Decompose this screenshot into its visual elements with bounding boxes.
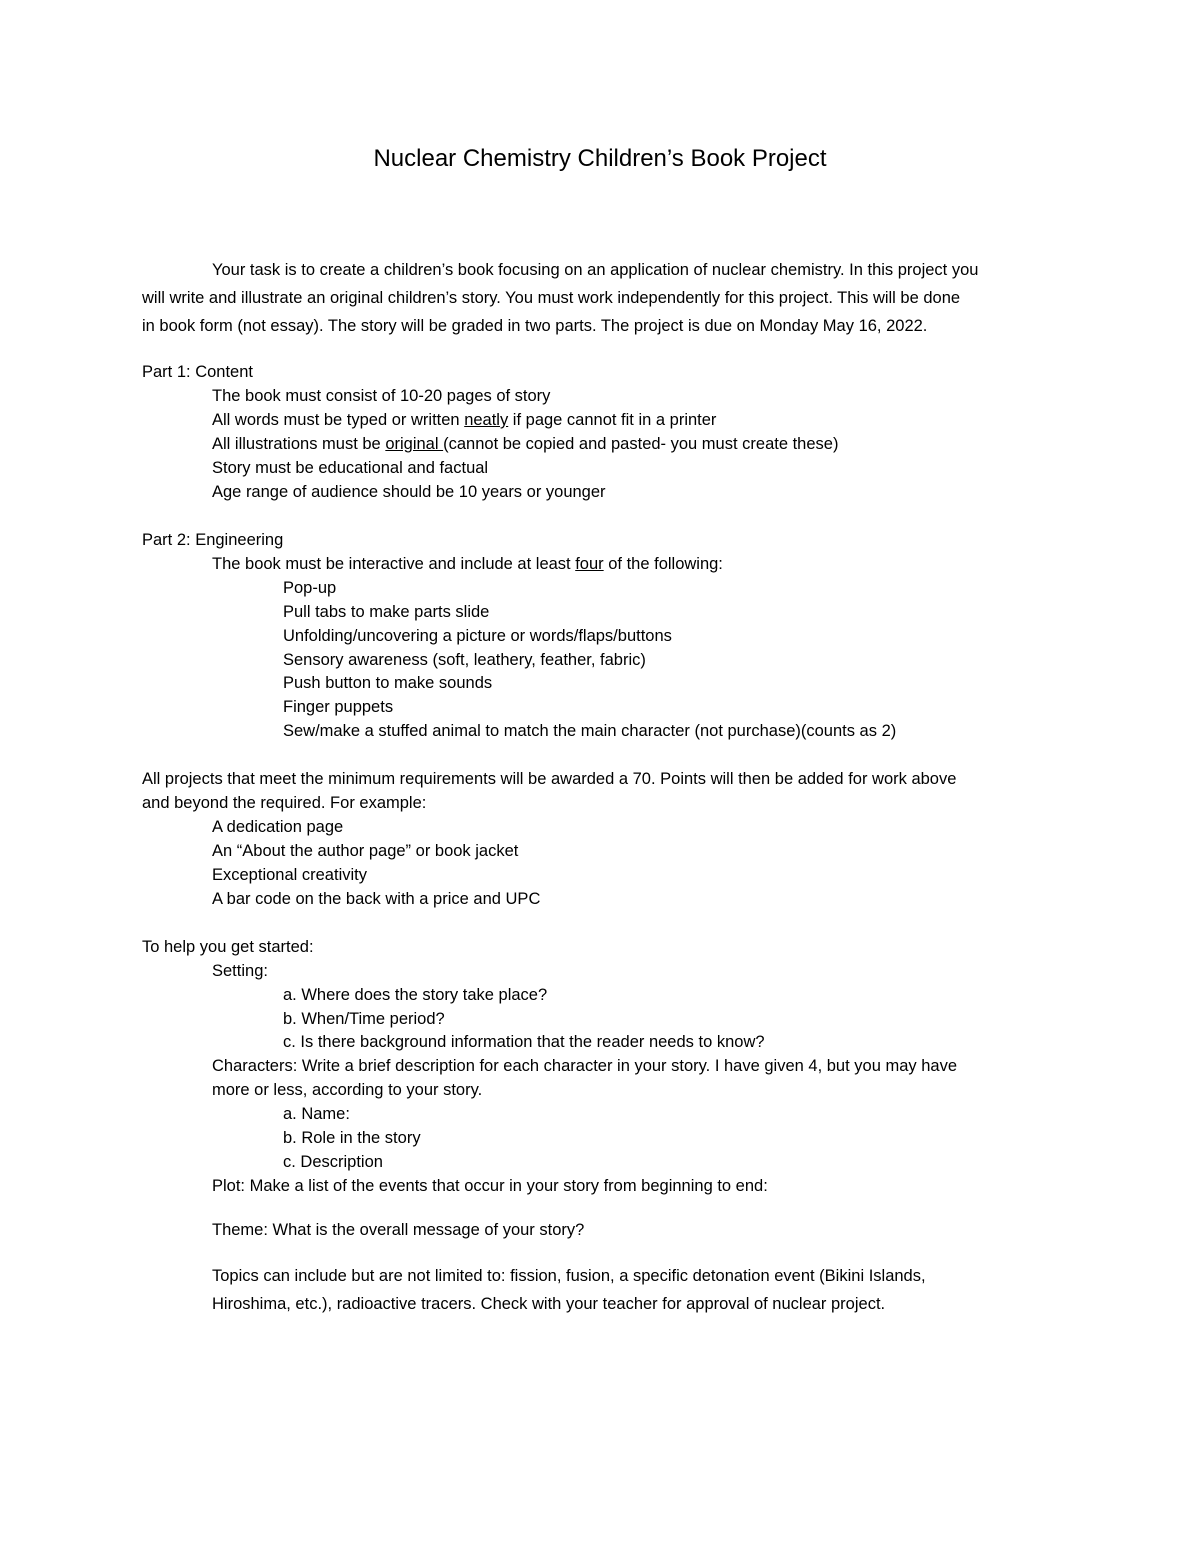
underlined-text: original	[385, 435, 444, 453]
part2-option: Finger puppets	[283, 698, 394, 716]
grading-extra: Exceptional creativity	[212, 866, 367, 884]
setting-label: Setting:	[212, 962, 268, 980]
grading-extra: A dedication page	[212, 818, 344, 836]
help-heading: To help you get started:	[142, 938, 314, 956]
text: The book must be interactive and include at least	[212, 555, 576, 573]
part1-item	[212, 408, 716, 432]
part2-option: Unfolding/uncovering a picture or words/flaps/buttons	[283, 627, 672, 645]
characters-line-1: Characters: Write a brief description for each character in your story. I have given 4, but you may have	[212, 1057, 957, 1075]
underlined-text: four	[575, 555, 604, 573]
page-title: Nuclear Chemistry Children’s Book Project	[373, 145, 827, 172]
theme-line: Theme: What is the overall message of your story?	[212, 1221, 585, 1239]
part2-heading: Part 2: Engineering	[142, 531, 284, 549]
intro-line-1: Your task is to create a children’s book focusing on an application of nuclear chemistry. In this project you	[212, 261, 979, 279]
intro-line-2: will write and illustrate an original children’s story. You must work independently for this project. This will be done	[142, 289, 961, 307]
character-item: a. Name:	[283, 1105, 350, 1123]
topics-line-2: Hiroshima, etc.), radioactive tracers. Check with your teacher for approval of nuclear project.	[212, 1295, 886, 1313]
part2-option: Sensory awareness (soft, leathery, feather, fabric)	[283, 651, 646, 669]
part1-item: The book must consist of 10-20 pages of story	[212, 387, 551, 405]
part1-item	[212, 432, 838, 456]
plot-line: Plot: Make a list of the events that occur in your story from beginning to end:	[212, 1177, 768, 1195]
part2-intro	[212, 552, 723, 576]
setting-item: a. Where does the story take place?	[283, 986, 548, 1004]
grading-line-2: and beyond the required. For example:	[142, 794, 427, 812]
part2-option: Push button to make sounds	[283, 674, 493, 692]
text: All words must be typed or written	[212, 411, 465, 429]
part1-item: Story must be educational and factual	[212, 459, 489, 477]
characters-line-2: more or less, according to your story.	[212, 1081, 483, 1099]
part1-heading: Part 1: Content	[142, 363, 253, 381]
topics-line-1: Topics can include but are not limited to: fission, fusion, a specific detonation event (Bikini Islands,	[212, 1267, 926, 1285]
grading-extra: A bar code on the back with a price and UPC	[212, 890, 541, 908]
text: (cannot be copied and pasted- you must create these)	[443, 435, 839, 453]
intro-line-3: in book form (not essay). The story will be graded in two parts. The project is due on Monday May 16, 2022.	[142, 317, 928, 335]
underlined-text: neatly	[464, 411, 509, 429]
grading-line-1: All projects that meet the minimum requirements will be awarded a 70. Points will then be added for work above	[142, 770, 957, 788]
setting-item: b. When/Time period?	[283, 1010, 445, 1028]
part1-item: Age range of audience should be 10 years or younger	[212, 483, 606, 501]
part2-option: Sew/make a stuffed animal to match the main character (not purchase)(counts as 2)	[283, 722, 897, 740]
part2-option: Pop-up	[283, 579, 337, 597]
character-item: c. Description	[283, 1153, 383, 1171]
text: of the following:	[603, 555, 723, 573]
setting-item: c. Is there background information that the reader needs to know?	[283, 1033, 765, 1051]
text: All illustrations must be	[212, 435, 386, 453]
part2-option: Pull tabs to make parts slide	[283, 603, 490, 621]
character-item: b. Role in the story	[283, 1129, 421, 1147]
grading-extra: An “About the author page” or book jacket	[212, 842, 519, 860]
text: if page cannot fit in a printer	[508, 411, 717, 429]
